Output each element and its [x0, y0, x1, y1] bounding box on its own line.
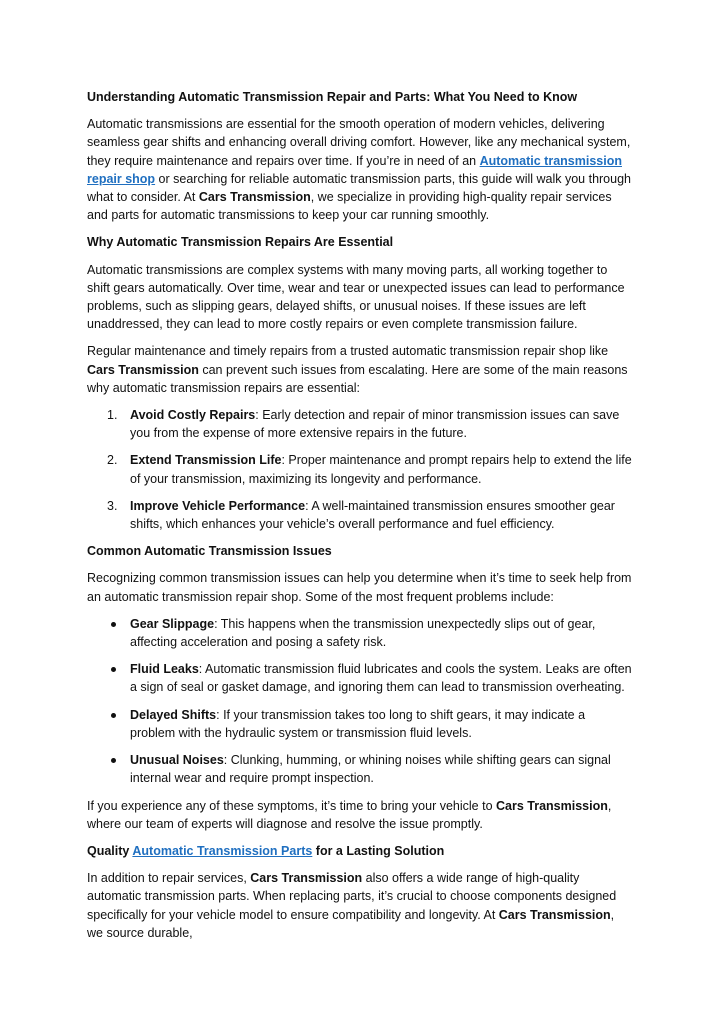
section-heading-parts — [87, 842, 633, 860]
parts-heading-a: Quality — [87, 843, 133, 858]
bullet-icon — [111, 622, 116, 627]
item-text: : Early detection and repair of minor transmission issues can save you from the expense of more extensive repairs in the future. — [130, 408, 620, 441]
list-item — [87, 615, 633, 651]
list-item — [87, 497, 633, 533]
item-label: Avoid Costly Repairs — [130, 408, 256, 423]
why-paragraph-1: Automatic transmissions are complex systems with many moving parts, all working together to shift gears automatically. Over time, wear and tear or unexpected issues can lead to performance problems, such as slipping gears, delayed shifts, or unusual noises. If these issues are left unaddressed, they can lead to more costly repairs or even complete transmission failure. — [87, 262, 625, 332]
bullet-icon — [111, 713, 116, 718]
brand-name: Cars Transmission — [496, 798, 608, 813]
parts-heading-b: for a Lasting Solution — [312, 843, 445, 858]
transmission-parts-link[interactable]: Automatic Transmission Parts — [132, 843, 313, 858]
page-title: Understanding Automatic Transmission Repair and Parts: What You Need to Know — [87, 90, 578, 104]
brand-name: Cars Transmission — [250, 871, 363, 886]
section-heading-issues: Common Automatic Transmission Issues — [87, 544, 332, 559]
intro-text-3: , we specialize in providing high-quality repair services and parts for automatic transmissions to keep your car running smoothly. — [87, 190, 612, 223]
list-item — [87, 706, 633, 742]
issues-text-b: , where our team of experts will diagnose and resolve the issue promptly. — [87, 798, 612, 831]
item-label: Gear Slippage — [130, 616, 215, 631]
list-number: 2. — [107, 453, 118, 468]
issues-text-a: If you experience any of these symptoms, it’s time to bring your vehicle to — [87, 798, 496, 813]
item-label: Unusual Noises — [130, 753, 224, 768]
issues-paragraph-1: Recognizing common transmission issues can help you determine when it’s time to seek help from an automatic transmission repair shop. Some of the most frequent problems include: — [87, 571, 632, 604]
brand-name: Cars Transmission — [498, 907, 611, 922]
reasons-list — [87, 406, 633, 533]
section-heading-why: Why Automatic Transmission Repairs Are Essential — [87, 235, 394, 250]
why-text-a: Regular maintenance and timely repairs from a trusted automatic transmission repair shop like — [87, 344, 609, 359]
bullet-icon — [111, 667, 116, 672]
brand-name: Cars Transmission — [87, 362, 199, 377]
intro-text-1: Automatic transmissions are essential for the smooth operation of modern vehicles, delivering seamless gear shifts and enhancing overall driving comfort. However, like any mechanical system, they require maintenance and repairs over time. If you’re in need of an — [87, 117, 631, 168]
repair-shop-link[interactable]: Automatic transmission repair shop — [87, 153, 622, 186]
list-item — [87, 751, 633, 787]
parts-text-a: In addition to repair services, — [87, 871, 251, 886]
brand-name: Cars Transmission — [198, 190, 311, 205]
item-text: : Proper maintenance and prompt repairs help to extend the life of your transmission, maximizing its longevity and performance. — [130, 453, 632, 486]
item-text: : Automatic transmission fluid lubricates and cools the system. Leaks are often a sign of seal or gasket damage, and ignoring them can lead to transmission overheating. — [130, 662, 632, 695]
item-label: Improve Vehicle Performance — [130, 498, 306, 513]
item-text: : A well-maintained transmission ensures smoother gear shifts, which enhances your vehicle’s overall performance and fuel efficiency. — [130, 498, 615, 532]
item-text: : This happens when the transmission unexpectedly slips out of gear, affecting acceleration and posing a safety risk. — [130, 616, 596, 650]
why-text-b: can prevent such issues from escalating. Here are some of the main reasons why automatic transmission repairs are essential: — [87, 362, 628, 395]
parts-text-c: , we source durable, — [87, 907, 615, 940]
item-label: Extend Transmission Life — [130, 453, 282, 468]
parts-text-b: also offers a wide range of high-quality automatic transmission parts. When replacing parts, it’s crucial to choose components designed specifically for your vehicle model to ensure compatibility and longevity. At — [87, 871, 617, 922]
bullet-icon — [111, 758, 116, 763]
list-item — [87, 451, 633, 487]
list-number: 1. — [107, 408, 118, 423]
intro-paragraph — [87, 115, 633, 224]
parts-paragraph — [87, 869, 633, 942]
item-text: : Clunking, humming, or whining noises while shifting gears can signal internal wear and require prompt inspection. — [130, 753, 611, 786]
intro-text-2: or searching for reliable automatic transmission parts, this guide will walk you through what to consider. At — [87, 171, 631, 205]
list-item — [87, 406, 633, 442]
item-label: Fluid Leaks — [130, 662, 199, 677]
item-text: : If your transmission takes too long to shift gears, it may indicate a problem with the hydraulic system or transmission fluid levels. — [130, 707, 586, 740]
issues-list — [87, 615, 633, 788]
list-number: 3. — [107, 498, 118, 513]
why-paragraph-2 — [87, 342, 633, 397]
issues-paragraph-2 — [87, 797, 633, 833]
item-label: Delayed Shifts — [130, 707, 217, 722]
list-item — [87, 660, 633, 696]
